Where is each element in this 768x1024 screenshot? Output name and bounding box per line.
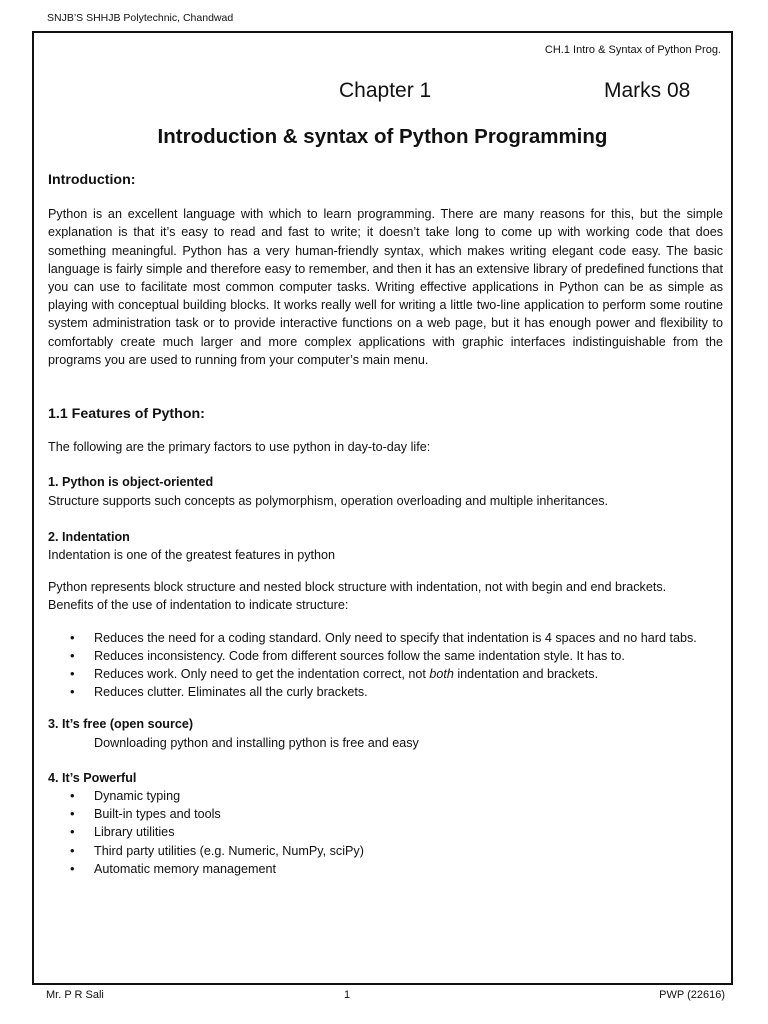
features-heading: 1.1 Features of Python:: [48, 406, 205, 423]
list-item: • Automatic memory management: [48, 860, 723, 878]
feature-2-text: Indentation is one of the greatest features in python: [48, 548, 336, 563]
list-item: • Library utilities: [48, 823, 723, 841]
list-item: • Built-in types and tools: [48, 805, 723, 823]
footer-course-code: PWP (22616): [659, 989, 725, 1001]
feature-2-paragraph: Python represents block structure and nested block structure with indentation, not with begin and end brackets.: [48, 580, 667, 595]
features-intro: The following are the primary factors to use python in day-to-day life:: [48, 440, 431, 455]
introduction-paragraph: Python is an excellent language with which to learn programming. There are many reasons for this, but the simple explanation is that it’s easy to read and fast to write; it doesn’t take long to come up with working code that does something meaningful. Python has a very human-friendly syntax, which makes writing elegant code easy. The basic language is fairly simple and therefore easy to remember, and then it has an extensive library of predefined functions that you can use to facilitate most common computer tasks. Writing effective applications in Python can be as simple as playing with conceptual building blocks. It works really well for writing a little two-line application to perform some routine system administration task or to provide interactive functions on a web page, but it has enough power and flexibility to comfortably create much larger and more complex applications with graphic interfaces indistinguishable from the programs you are used to running from your computer’s main menu.: [48, 207, 723, 367]
feature-3-title: 3. It’s free (open source): [48, 717, 194, 732]
powerful-features-list: [48, 787, 723, 878]
page-frame: [32, 31, 733, 985]
running-head: CH.1 Intro & Syntax of Python Prog.: [544, 44, 721, 56]
content-body: [48, 171, 723, 878]
feature-2-title: 2. Indentation: [48, 529, 130, 544]
indentation-benefits-list: [48, 629, 723, 702]
feature-3-text: Downloading python and installing python is free and easy: [94, 735, 419, 750]
page-title: Introduction & syntax of Python Programming: [157, 125, 608, 148]
list-item: • Third party utilities (e.g. Numeric, NumPy, sciPy): [48, 842, 723, 860]
list-item: • Dynamic typing: [48, 787, 723, 805]
feature-1-title: 1. Python is object-oriented: [48, 475, 214, 490]
list-item-text: Reduces work. Only need to get the indentation correct, not: [94, 667, 430, 682]
feature-2-benefits-label: Benefits of the use of indentation to indicate structure:: [48, 598, 349, 613]
list-item: • Reduces inconsistency. Code from different sources follow the same indentation style. It has to.: [48, 647, 723, 665]
list-item: [48, 665, 723, 683]
list-item: • Reduces clutter. Eliminates all the curly brackets.: [48, 683, 723, 701]
page-header: SNJB’S SHHJB Polytechnic, Chandwad: [47, 12, 234, 24]
chapter-label: Chapter 1: [339, 79, 432, 102]
footer-author: Mr. P R Sali: [46, 989, 104, 1001]
list-item-text: indentation and brackets.: [453, 667, 599, 682]
feature-1-text: Structure supports such concepts as polymorphism, operation overloading and multiple inheritances.: [48, 493, 609, 508]
list-item: • Reduces the need for a coding standard. Only need to specify that indentation is 4 spaces and no hard tabs.: [48, 629, 723, 647]
introduction-heading: Introduction:: [48, 172, 136, 188]
list-item-emphasis: both: [429, 667, 454, 682]
marks-label: Marks 08: [604, 79, 691, 102]
footer-page-number: 1: [344, 989, 351, 1001]
feature-4-title: 4. It’s Powerful: [48, 770, 137, 785]
